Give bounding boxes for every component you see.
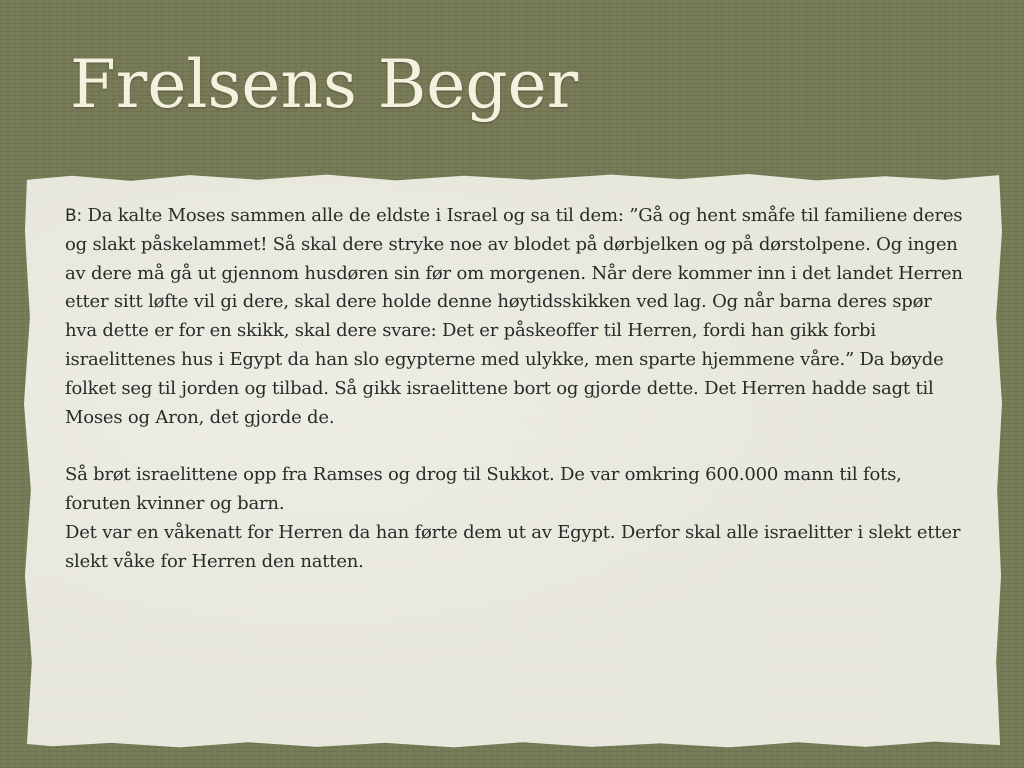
paragraph-1-text: Da kalte Moses sammen alle de eldste i Israel og sa til dem: ”Gå og hent småfe til familiene deres og slakt påskelammet! Så skal dere stryke noe av blodet på dørbjelken og på dørstolpene. Og ingen av dere må gå ut gjennom husdøren sin før om morgenen. Når dere kommer inn i det landet Herren etter sitt løfte vil gi dere, skal dere holde denne høytidsskikken ved lag. Og når barna deres spør hva dette er for en skikk, skal dere svare: Det er påskeoffer til Herren, fordi han gikk forbi israelittenes hus i Egypt da han slo egypterne med ulykke, men sparte hjemmene våre.” Da bøyde folket seg til jorden og tilbad. Så gikk israelittene bort og gjorde dette. Det Herren hadde sagt til Moses og Aron, det gjorde de. [65, 205, 963, 428]
slide-body-text [65, 202, 965, 576]
speaker-label: B: [65, 206, 82, 226]
slide-title: Frelsens Beger [70, 46, 579, 123]
paragraph-spacer [65, 432, 965, 461]
paragraph-1 [65, 202, 965, 432]
paragraph-2: Så brøt israelittene opp fra Ramses og drog til Sukkot. De var omkring 600.000 mann til fots, foruten kvinner og barn. [65, 464, 902, 514]
paragraph-3: Det var en våkenatt for Herren da han førte dem ut av Egypt. Derfor skal alle israelitter i slekt etter slekt våke for Herren den natten. [65, 521, 961, 572]
